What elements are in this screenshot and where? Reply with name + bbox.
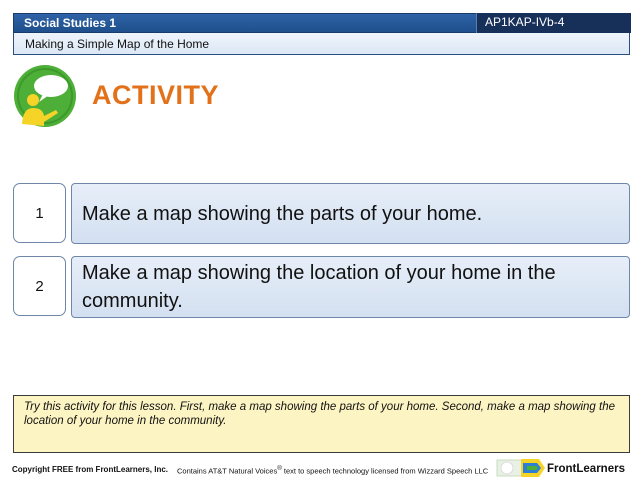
copyright-text: Copyright FREE from FrontLearners, Inc. <box>12 465 169 474</box>
tts-suffix: text to speech technology licensed from Wizzard Speech LLC <box>281 466 489 476</box>
instructions-note: Try this activity for this lesson. First, make a map showing the parts of your home. Second, make a map showing the location of your home in the community. <box>13 395 630 453</box>
registered-mark: ® <box>277 465 282 472</box>
task-2-text: Make a map showing the location of your home in the community. <box>82 262 556 312</box>
tts-prefix: Contains AT&T Natural Voices <box>177 466 278 476</box>
task-2-box <box>71 256 630 318</box>
course-title: Social Studies 1 <box>24 16 117 30</box>
task-number-1: 1 <box>13 183 66 243</box>
course-code-cell <box>476 13 631 33</box>
lesson-title: Making a Simple Map of the Home <box>25 37 210 51</box>
frontlearners-logo-icon <box>493 457 547 479</box>
task-1-box <box>71 183 630 244</box>
lesson-subheader <box>13 33 630 55</box>
tts-notice <box>177 465 488 476</box>
brand-name: FrontLearners <box>547 463 625 475</box>
task-number-2: 2 <box>13 256 66 316</box>
header-bar <box>13 13 630 33</box>
teacher-speech-bubble-icon <box>13 64 77 128</box>
activity-title: ACTIVITY <box>92 80 220 110</box>
course-code: AP1KAP-IVb-4 <box>485 15 565 29</box>
task-1-text: Make a map showing the parts of your home. <box>82 202 483 225</box>
